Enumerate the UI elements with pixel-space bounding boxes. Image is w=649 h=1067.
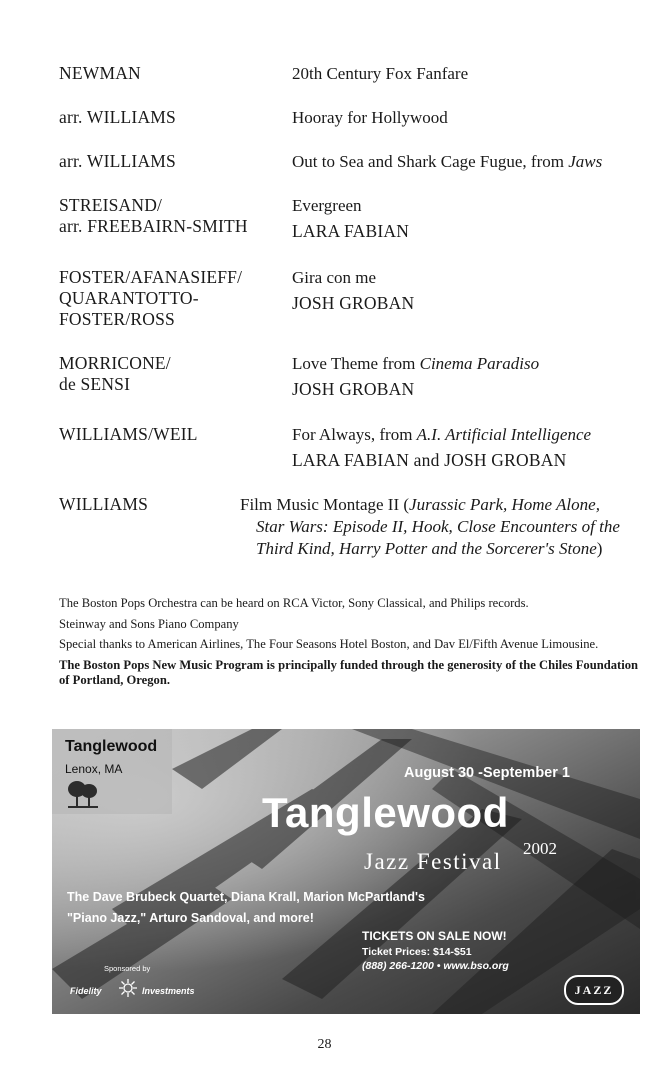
tanglewood-jazz-ad (52, 729, 640, 1014)
work-title: 20th Century Fox Fanfare (292, 64, 469, 83)
work-title-italic: A.I. Artificial Intelligence (416, 425, 592, 444)
composer-line: WILLIAMS/WEIL (59, 424, 198, 444)
performer: LARA FABIAN (292, 221, 410, 241)
composer-line: STREISAND/ (59, 195, 163, 215)
funding-note: The Boston Pops New Music Program is principally funded through the generosity of the Chiles Foundation of Portland, Oregon. (59, 657, 639, 687)
lineup-line: "Piano Jazz," Arturo Sandoval, and more! (67, 911, 314, 925)
festival-year: 2002 (523, 839, 557, 858)
work-title: Hooray for Hollywood (292, 108, 448, 127)
composer (59, 107, 176, 128)
composer-line: arr. WILLIAMS (59, 151, 176, 171)
ticket-prices: Ticket Prices: $14-$51 (362, 946, 472, 958)
piano-note: Steinway and Sons Piano Company (59, 616, 239, 631)
composer-line: FOSTER/ROSS (59, 309, 175, 329)
work (240, 494, 640, 560)
composer (59, 151, 176, 172)
work-title-italic: Third Kind, Harry Potter and the Sorcerer's Stone (256, 539, 597, 558)
work-title: Love Theme from (292, 354, 420, 373)
composer-line: QUARANTOTTO- (59, 288, 199, 308)
sponsor-name: Fidelity (70, 986, 102, 996)
work (292, 353, 539, 400)
jazz-logo: JAZZ (564, 975, 624, 1005)
lineup-line: The Dave Brubeck Quartet, Diana Krall, Marion McPartland's (67, 890, 425, 904)
work (292, 424, 591, 471)
close-paren: ) (596, 539, 603, 558)
work-title-italic: Jurassic Park, Home Alone, (409, 495, 600, 514)
composer (59, 353, 171, 395)
work-title-italic: Cinema Paradiso (419, 354, 540, 373)
work-title-italic: Star Wars: Episode II, Hook, Close Encounters of the (256, 517, 620, 536)
contact-info: (888) 266-1200 • www.bso.org (362, 960, 509, 972)
composer-line: MORRICONE/ (59, 353, 171, 373)
composer (59, 267, 242, 330)
sponsor-logo-icon (117, 977, 139, 1001)
venue-name: Tanglewood (65, 738, 158, 755)
composer (59, 424, 198, 445)
program-notes (59, 596, 639, 694)
work (292, 195, 409, 242)
montage-line (240, 538, 640, 560)
composer-line: arr. WILLIAMS (59, 107, 176, 127)
work-title: Film Music Montage II ( (240, 495, 410, 514)
sponsor-name: Investments (142, 986, 195, 996)
composer (59, 195, 248, 237)
work (292, 107, 448, 128)
composer-line: FOSTER/AFANASIEFF/ (59, 267, 243, 287)
tickets-callout: TICKETS ON SALE NOW! (362, 929, 507, 943)
work-title: Gira con me (292, 268, 377, 287)
composer (59, 63, 141, 84)
thanks-note: Special thanks to American Airlines, The Four Seasons Hotel Boston, and Dav El/Fifth Avenue Limousine. (59, 637, 599, 651)
festival-subhead: Jazz Festival (364, 849, 502, 874)
sponsored-by: Sponsored by (104, 964, 151, 973)
work (292, 63, 468, 84)
tree-icon (66, 779, 100, 811)
work (292, 267, 414, 314)
composer-line: arr. FREEBAIRN-SMITH (59, 216, 248, 236)
performer: JOSH GROBAN (292, 293, 415, 313)
montage-line (240, 494, 640, 516)
montage-line (240, 516, 640, 538)
composer-line: NEWMAN (59, 63, 141, 83)
festival-headline: Tanglewood (262, 789, 509, 836)
work-title: Evergreen (292, 196, 362, 215)
composer: WILLIAMS (59, 494, 149, 514)
performer: LARA FABIAN and JOSH GROBAN (292, 450, 567, 470)
venue-location: Lenox, MA (65, 762, 123, 776)
records-note: The Boston Pops Orchestra can be heard on RCA Victor, Sony Classical, and Philips records. (59, 596, 529, 610)
work-title: For Always, from (292, 425, 417, 444)
work (292, 151, 602, 172)
work-title: Out to Sea and Shark Cage Fugue, from (292, 152, 569, 171)
performer: JOSH GROBAN (292, 379, 415, 399)
festival-dates: August 30 -September 1 (404, 765, 570, 781)
work-title-italic: Jaws (568, 152, 603, 171)
composer-line: de SENSI (59, 374, 131, 394)
page-number: 28 (317, 1037, 332, 1052)
